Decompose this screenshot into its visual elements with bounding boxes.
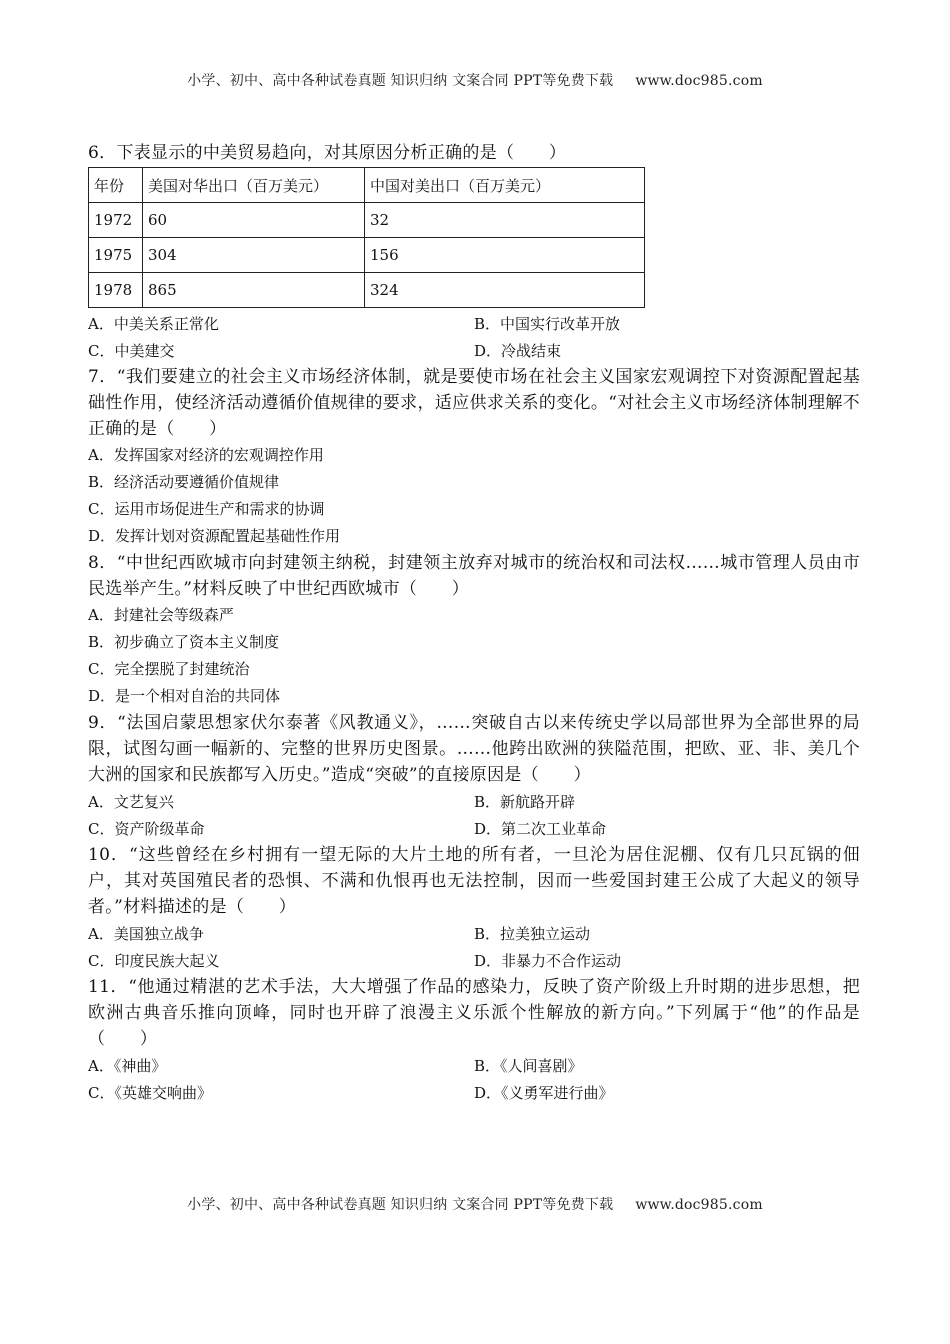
option-row (88, 920, 860, 947)
option-c[interactable]: C．印度民族大起义 (88, 952, 220, 970)
question-9 (88, 710, 860, 842)
table-header-row (89, 168, 645, 203)
table-cell: 1978 (89, 273, 143, 308)
option-c[interactable]: C．资产阶级革命 (88, 820, 205, 838)
option-row (88, 1079, 860, 1106)
question-8 (88, 550, 860, 710)
table-cell: 865 (143, 273, 365, 308)
table-cell: 32 (365, 203, 645, 238)
option-c[interactable]: C．中美建交 (88, 342, 175, 360)
question-stem: 6．下表显示的中美贸易趋向，对其原因分析正确的是（ ） (88, 143, 567, 163)
option-b[interactable]: B．《人间喜剧》 (474, 1057, 583, 1075)
option-b[interactable]: B．初步确立了资本主义制度 (88, 633, 280, 651)
footer-text: 小学、初中、高中各种试卷真题 知识归纳 文案合同 PPT等免费下载 (187, 1197, 614, 1213)
page-header (0, 70, 950, 90)
option-a[interactable]: A．封建社会等级森严 (88, 606, 234, 624)
table-header-cell: 中国对美出口（百万美元） (365, 168, 645, 203)
question-stem: 11．“他通过精湛的艺术手法，大大增强了作品的感染力，反映了资产阶级上升时期的进步思想，把欧洲古典音乐推向顶峰，同时也开辟了浪漫主义乐派个性解放的新方向。”下列属于“他”的作品是（ ） (88, 977, 860, 1049)
table-header-cell: 美国对华出口（百万美元） (143, 168, 365, 203)
option-a[interactable]: A．文艺复兴 (88, 793, 174, 811)
option-b[interactable]: B．拉美独立运动 (474, 925, 591, 943)
option-d[interactable]: D．非暴力不合作运动 (474, 952, 622, 970)
option-b[interactable]: B．新航路开辟 (474, 793, 576, 811)
option-b[interactable]: B．经济活动要遵循价值规律 (88, 473, 280, 491)
option-a[interactable]: A．美国独立战争 (88, 925, 204, 943)
question-stem: 8．“中世纪西欧城市向封建领主纳税，封建领主放弃对城市的统治权和司法权……城市管理人员由市民选举产生。”材料反映了中世纪西欧城市（ ） (88, 553, 860, 599)
option-c[interactable]: C．完全摆脱了封建统治 (88, 660, 250, 678)
option-a[interactable]: A．《神曲》 (88, 1057, 167, 1075)
table-row (89, 203, 645, 238)
table-cell: 1975 (89, 238, 143, 273)
question-11 (88, 974, 860, 1106)
footer-url[interactable]: www.doc985.com (635, 1197, 763, 1213)
page-footer (0, 1194, 950, 1214)
header-url[interactable]: www.doc985.com (635, 73, 763, 89)
table-row (89, 238, 645, 273)
option-d[interactable]: D．冷战结束 (474, 342, 562, 360)
question-stem: 9．“法国启蒙思想家伏尔泰著《风教通义》，……突破自古以来传统史学以局部世界为全部世界的局限，试图勾画一幅新的、完整的世界历史图景。……他跨出欧洲的狭隘范围，把欧、亚、非、美几个大洲的国家和民族都写入历史。”造成“突破”的直接原因是（ ） (88, 713, 860, 785)
option-row (88, 815, 860, 842)
option-a[interactable]: A．发挥国家对经济的宏观调控作用 (88, 446, 324, 464)
option-d[interactable]: D．发挥计划对资源配置起基础性作用 (88, 527, 341, 545)
option-d[interactable]: D．第二次工业革命 (474, 820, 607, 838)
question-10 (88, 842, 860, 974)
header-text: 小学、初中、高中各种试卷真题 知识归纳 文案合同 PPT等免费下载 (187, 73, 614, 89)
table-cell: 324 (365, 273, 645, 308)
question-6 (88, 140, 860, 364)
option-row (88, 947, 860, 974)
option-row (88, 310, 860, 337)
table-cell: 60 (143, 203, 365, 238)
option-d[interactable]: D．《义勇军进行曲》 (474, 1084, 614, 1102)
trade-table (88, 167, 645, 308)
option-row (88, 1052, 860, 1079)
option-row (88, 337, 860, 364)
table-cell: 304 (143, 238, 365, 273)
question-stem: 7．“我们要建立的社会主义市场经济体制，就是要使市场在社会主义国家宏观调控下对资源配置起基础性作用，使经济活动遵循价值规律的要求，适应供求关系的变化。“对社会主义市场经济体制理解不正确的是（ ） (88, 367, 860, 439)
table-row (89, 273, 645, 308)
question-list (88, 140, 860, 1106)
table-cell: 1972 (89, 203, 143, 238)
question-7 (88, 364, 860, 550)
option-a[interactable]: A．中美关系正常化 (88, 315, 219, 333)
option-row (88, 788, 860, 815)
option-d[interactable]: D．是一个相对自治的共同体 (88, 687, 281, 705)
table-cell: 156 (365, 238, 645, 273)
question-stem: 10．“这些曾经在乡村拥有一望无际的大片土地的所有者，一旦沦为居住泥棚、仅有几只瓦锅的佃户，其对英国殖民者的恐惧、不满和仇恨再也无法控制，因而一些爱国封建王公成了大起义的领导者。”材料描述的是（ ） (88, 845, 860, 917)
option-c[interactable]: C．《英雄交响曲》 (88, 1084, 212, 1102)
option-c[interactable]: C．运用市场促进生产和需求的协调 (88, 500, 325, 518)
table-header-cell: 年份 (89, 168, 143, 203)
option-b[interactable]: B．中国实行改革开放 (474, 315, 621, 333)
